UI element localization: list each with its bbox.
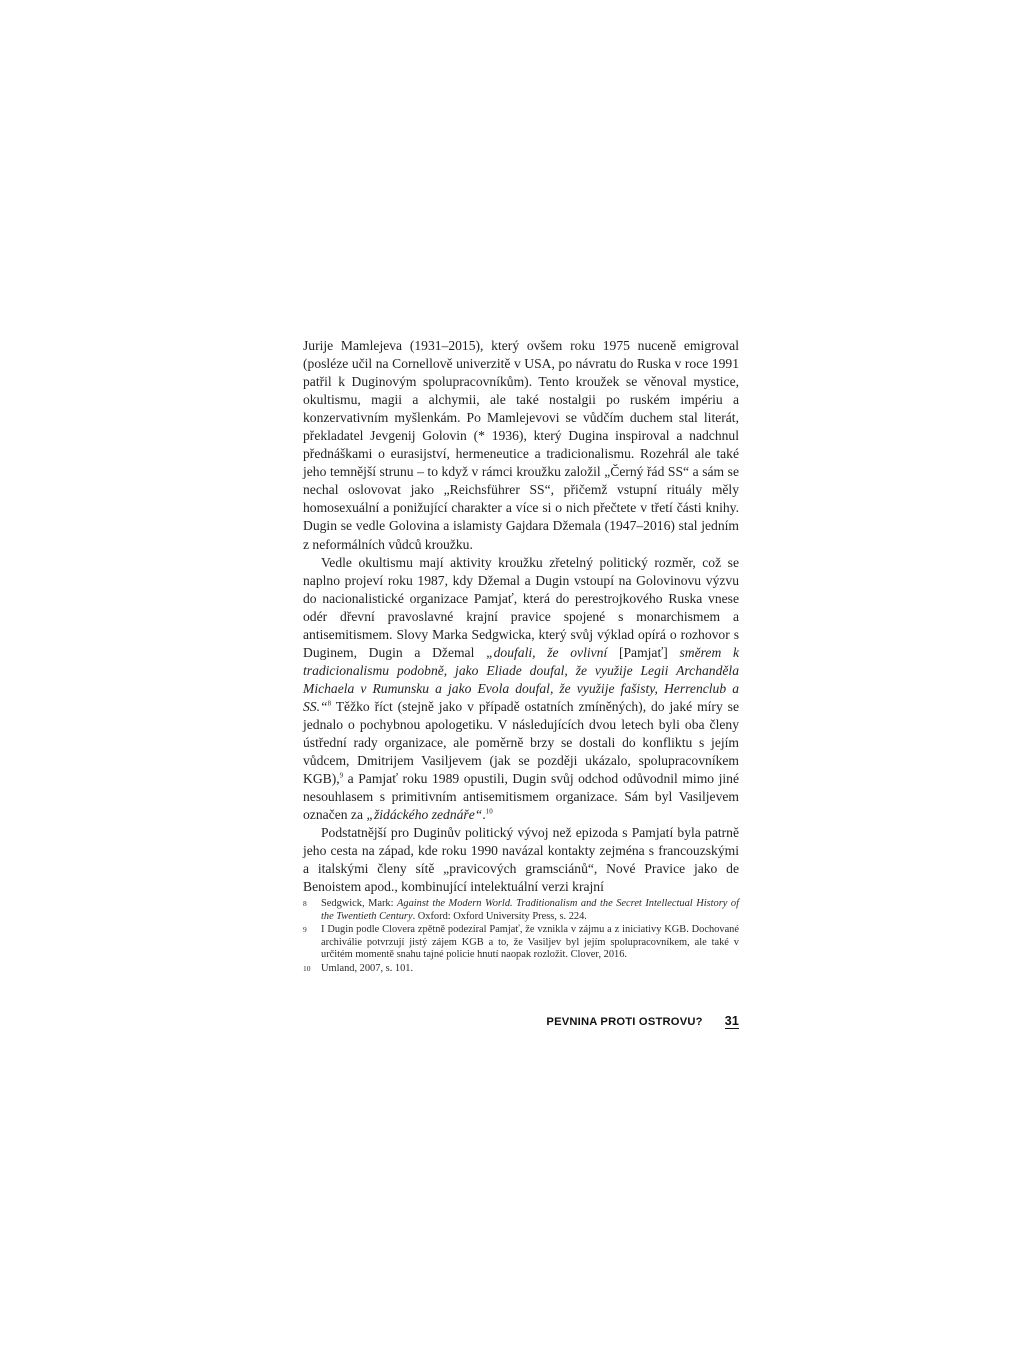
text-run: Těžko říct (stejně jako v případě ostatních zmíněných), do jaké míry se jednalo o pochybnou apologetiku. V následujících dvou letech byli oba členy ústřední rady organizace, ale poměrně brzy se dostali do konfliktu s jejím vůdcem, Dmitrijem Vasiljevem (jak se později ukázalo, spolupracovníkem KGB), <box>303 698 739 787</box>
text-run: I Dugin podle Clovera zpětně podezíral Pamjať, že vznikla v zájmu a z iniciativy KGB. Dochované archiválie potvrzují jistý zájem KGB a to, že Vasiljev byl jejím spolupracovníkem, ale také v určitém momentě snahu tajné policie hnutí naopak rozložit. Clover, 2016. <box>321 924 739 961</box>
italic-run: „doufali, že ovlivní <box>486 644 608 660</box>
italic-run: „židáckého zednáře“ <box>366 807 483 823</box>
text-run: Sedgwick, Mark: <box>321 898 398 909</box>
footnote-9 <box>303 924 739 962</box>
italic-run: Against the Modern World. Traditionalism and the Secret Intellectual History of the Twentieth Century <box>321 898 739 922</box>
running-footer <box>500 1015 739 1029</box>
footnote-10 <box>303 963 739 976</box>
text-run: Vedle okultismu mají aktivity kroužku zřetelný politický rozměr, což se naplno projeví roku 1987, kdy Džemal a Dugin vstoupí na Golovinovu výzvu do nacionalistické organizace Pamjať, která do perestrojkového Ruska vnese odér dřevní pravoslavné krajní pravice spojené s monarchismem a antisemitismem. Slovy Marka Sedgwicka, který svůj výklad opírá o rozhovor s Duginem, Dugin a Džemal <box>303 554 739 660</box>
footnote-8 <box>303 898 739 923</box>
text-run: a Pamjať roku 1989 opustili, Dugin svůj odchod odůvodnil mimo jiné nesouhlasem s primitivním antisemitismem organizace. Sám byl Vasiljevem označen za <box>303 771 739 823</box>
footnotes <box>303 898 739 977</box>
page-number: 31 <box>724 1014 739 1028</box>
footnote-number: 10 <box>303 963 311 973</box>
footnote-ref: 9 <box>339 771 344 780</box>
text-run: Umland, 2007, s. 101. <box>321 962 414 974</box>
paragraph-1 <box>303 337 739 554</box>
footnote-text <box>321 924 739 962</box>
running-title: PEVNINA PROTI OSTROVU? <box>546 1016 703 1028</box>
text-run: . Oxford: Oxford University Press, s. 224. <box>412 910 587 922</box>
text-run: . <box>482 807 486 823</box>
footnote-ref: 10 <box>485 807 493 816</box>
paragraph-2 <box>303 554 739 825</box>
text-run: Podstatnější pro Duginův politický vývoj než epizoda s Pamjatí byla patrně jeho cesta na západ, kde roku 1990 navázal kontakty zejména s francouzskými a italskými členy sítě „pravicových gramsciánů“, Nové Pravice jako de Benoistem apod., kombinující intelektuální verzi krajní <box>303 825 739 895</box>
footnote-number: 8 <box>303 899 307 908</box>
footnote-ref: 8 <box>327 699 332 708</box>
italic-run: směrem k tradicionalismu podobně, jako Eliade doufal, že využije Legii Archanděla Michaela v Rumunsku a jako Evola doufal, že využije fašisty, Herrenclub a SS.“ <box>303 644 739 714</box>
footnote-number: 9 <box>303 925 307 935</box>
footnote-text <box>321 898 739 923</box>
text-run: [Pamjať] <box>607 644 680 660</box>
footnote-text <box>321 963 739 976</box>
paragraph-3 <box>303 824 739 896</box>
text-run: Jurije Mamlejeva (1931–2015), který ovšem roku 1975 nuceně emigroval (posléze učil na Cornellově univerzitě v USA, po návratu do Ruska v roce 1991 patřil k Duginovým spolupracovníkům). Tento kroužek se věnoval mystice, okultismu, magii a alchymii, ale také nostalgii po ruském impériu a konzervativním myšlenkám. Po Mamlejevovi se vůdčím duchem stal literát, překladatel Jevgenij Golovin (* 1936), který Dugina inspiroval a nadchnul přednáškami o eurasijství, hermeneutice a tradicionalismu. Rozehrál ale také jeho temnější strunu – to když v rámci kroužku založil „Černý řád SS“ a sám se nechal oslovovat jako „Reichsführer SS“, přičemž vstupní rituály měly homosexuální a ponižující charakter a více si o nich přečtete v třetí části knihy. Dugin se vedle Golovina a islamisty Gajdara Džemala (1947–2016) stal jedním z neformálních vůdců kroužku. <box>303 338 739 552</box>
body-text <box>303 337 739 896</box>
